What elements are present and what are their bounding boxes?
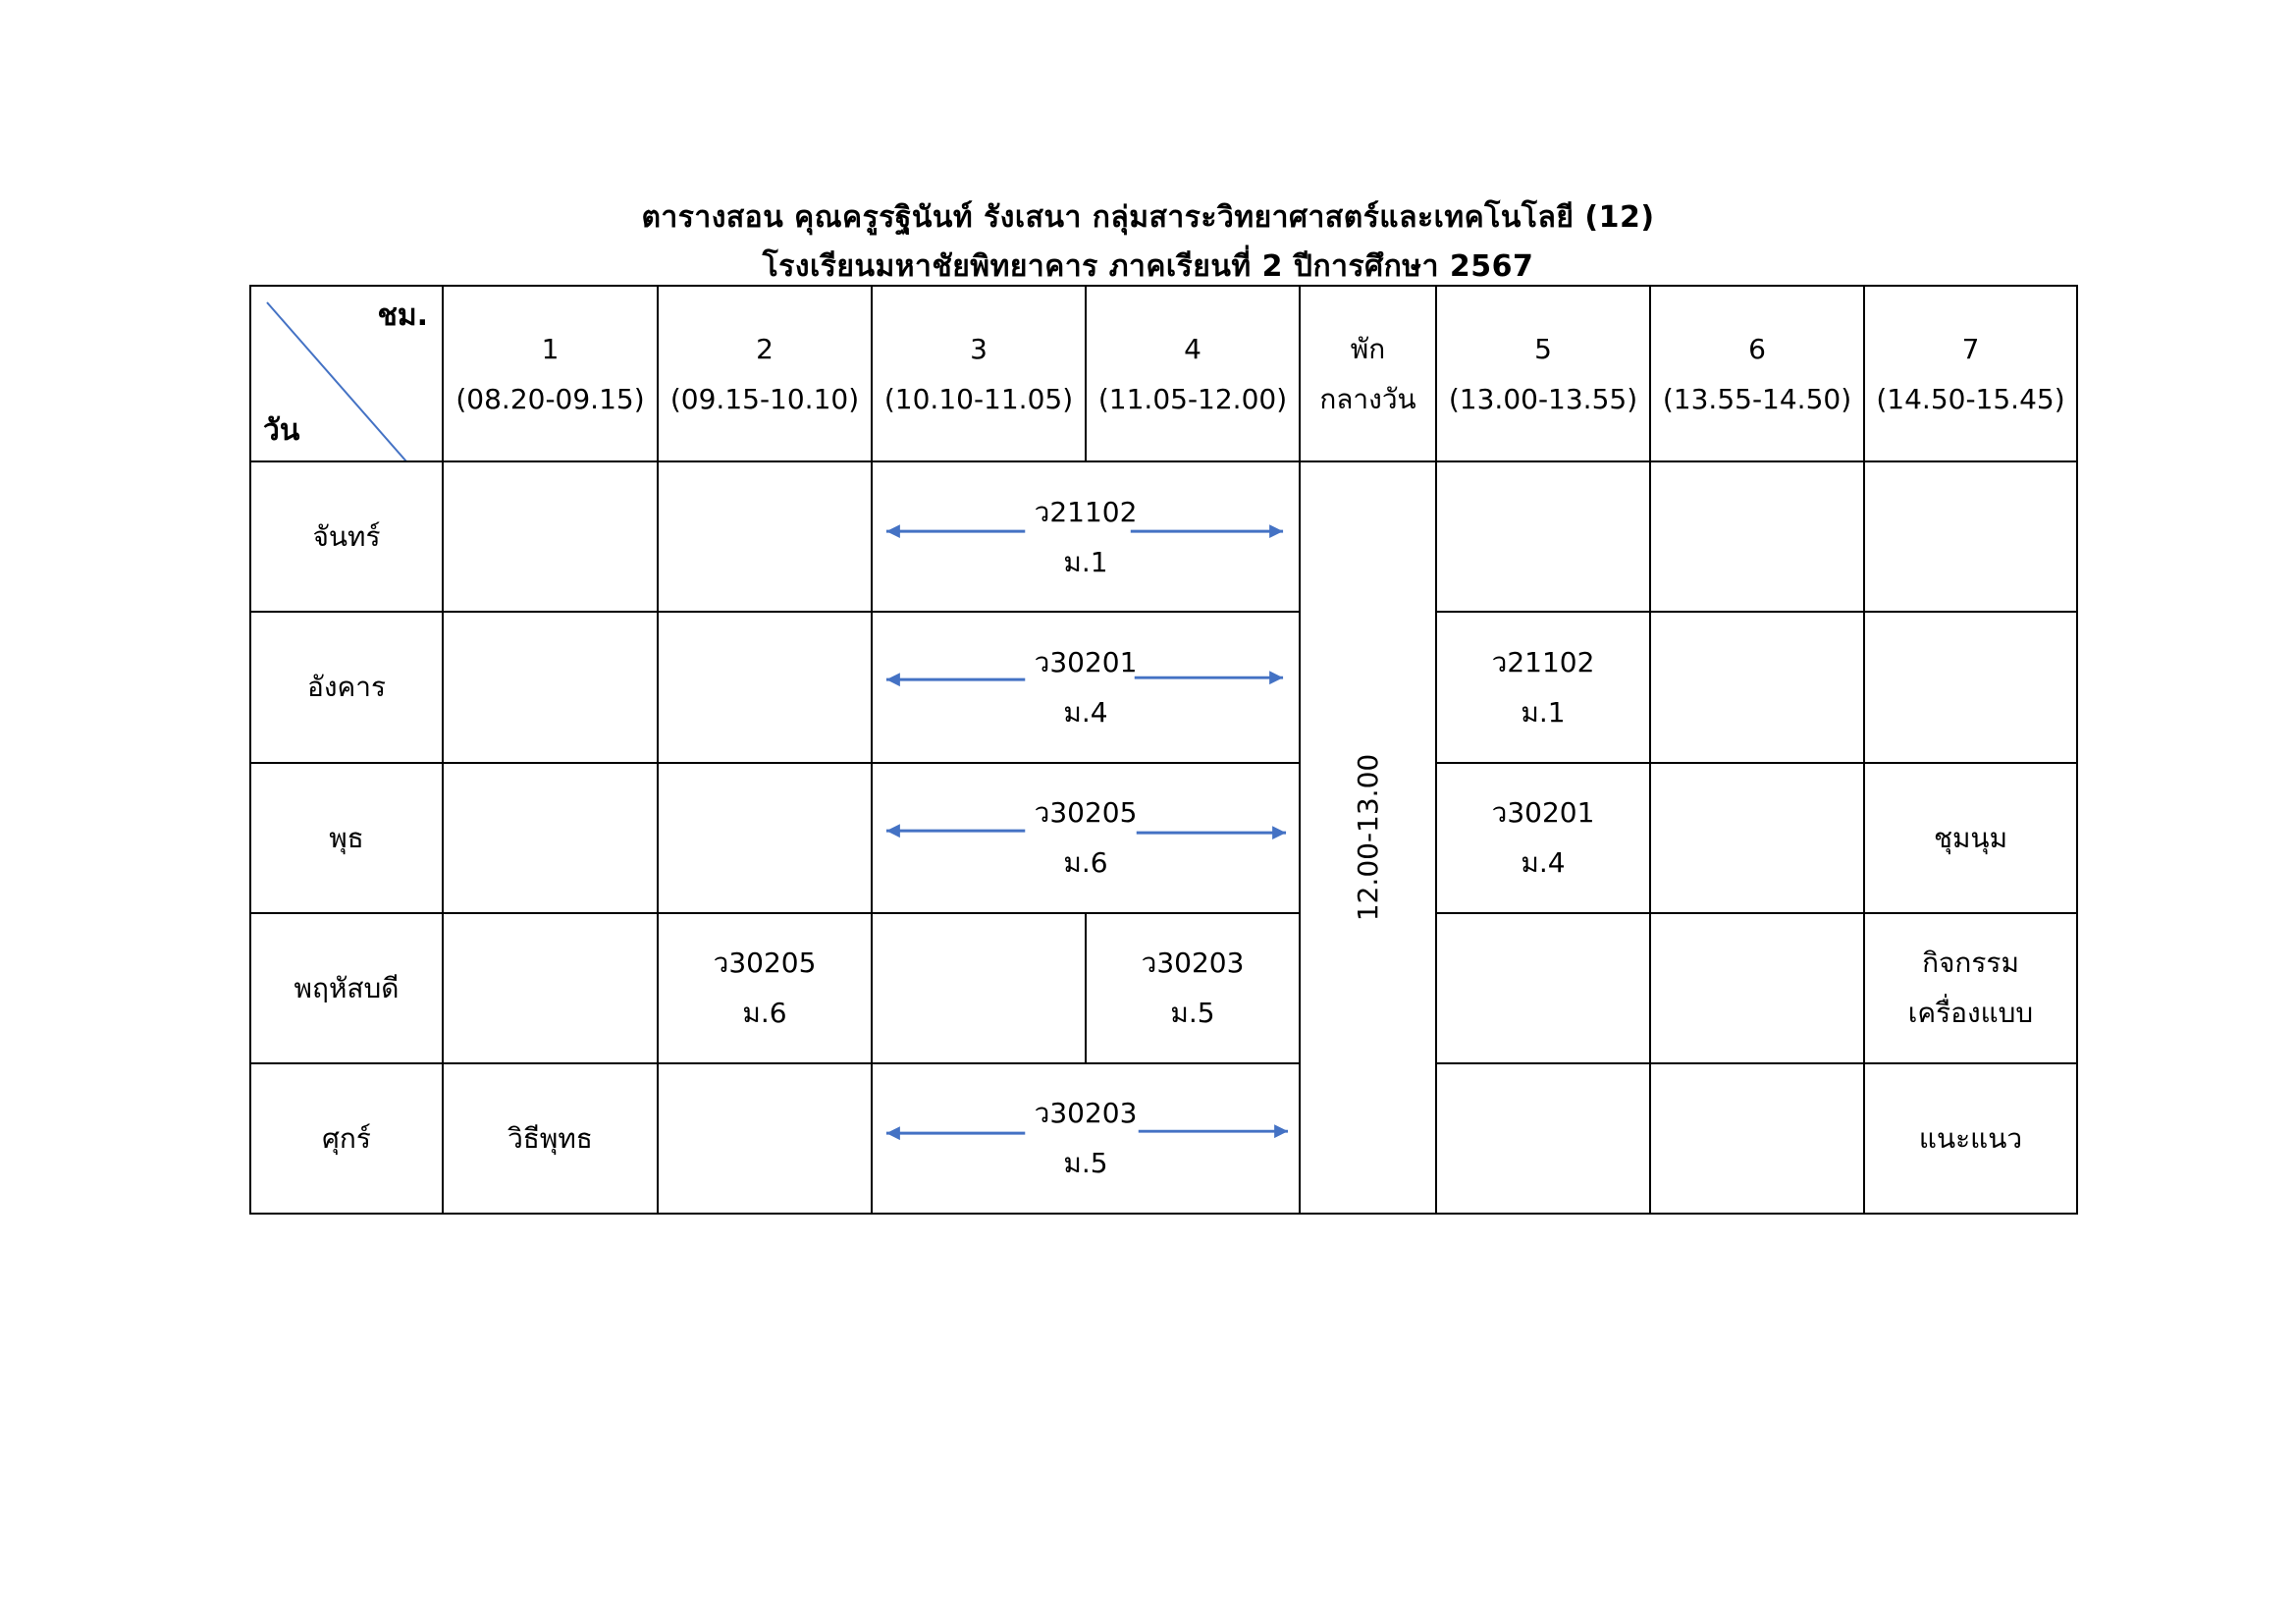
period-header-6 bbox=[1650, 286, 1864, 461]
period-time: (08.20-09.15) bbox=[455, 382, 645, 415]
course-code: ว30201 bbox=[1491, 796, 1595, 830]
corner-day-label: วัน bbox=[263, 413, 300, 449]
period-time: (10.10-11.05) bbox=[883, 382, 1074, 415]
timetable bbox=[249, 285, 2078, 1215]
schedule-subtitle: โรงเรียนมหาชัยพิทยาคาร ภาคเรียนที่ 2 ปีการศึกษา 2567 bbox=[762, 249, 1534, 284]
course-code: ว30201 bbox=[1034, 645, 1138, 678]
course-code: ว30205 bbox=[713, 947, 817, 980]
day-row-thursday bbox=[250, 913, 2077, 1063]
period-header-1 bbox=[443, 286, 658, 461]
slot-p5 bbox=[1436, 612, 1650, 762]
class-grade: ม.1 bbox=[1521, 695, 1566, 729]
slot-empty bbox=[443, 763, 658, 913]
class-grade: ม.6 bbox=[1063, 846, 1108, 880]
period-number: 2 bbox=[756, 332, 774, 365]
slot-p7: ชุมนุม bbox=[1864, 763, 2077, 913]
slot-empty bbox=[658, 763, 872, 913]
slot-empty bbox=[658, 1063, 872, 1214]
slot-empty bbox=[443, 461, 658, 612]
class-grade: ม.5 bbox=[1063, 1147, 1108, 1180]
slot-empty bbox=[1864, 461, 2077, 612]
slot-span-p3-p4 bbox=[872, 1063, 1300, 1214]
period-header-3 bbox=[872, 286, 1086, 461]
class-grade: ม.4 bbox=[1521, 846, 1566, 880]
day-label: อังคาร bbox=[250, 612, 443, 762]
lunch-label-1: พัก bbox=[1350, 332, 1386, 365]
slot-span-p3-p4 bbox=[872, 612, 1300, 762]
period-number: 6 bbox=[1748, 332, 1766, 365]
period-header-4 bbox=[1086, 286, 1300, 461]
period-number: 5 bbox=[1534, 332, 1552, 365]
slot-empty bbox=[872, 913, 1086, 1063]
day-label: พุธ bbox=[250, 763, 443, 913]
class-grade: ม.1 bbox=[1063, 545, 1108, 578]
course-code: ว30203 bbox=[1141, 947, 1245, 980]
slot-empty bbox=[1650, 612, 1864, 762]
class-grade: ม.6 bbox=[742, 997, 787, 1030]
slot-p7 bbox=[1864, 913, 2077, 1063]
slot-p7: แนะแนว bbox=[1864, 1063, 2077, 1214]
class-grade: ม.5 bbox=[1170, 997, 1215, 1030]
day-label: พฤหัสบดี bbox=[250, 913, 443, 1063]
lunch-break-cell bbox=[1300, 461, 1436, 1214]
slot-empty bbox=[1650, 913, 1864, 1063]
period-header-7 bbox=[1864, 286, 2077, 461]
course-code: ว21102 bbox=[1034, 495, 1138, 528]
slot-span-p3-p4 bbox=[872, 461, 1300, 612]
slot-empty bbox=[658, 461, 872, 612]
period-time: (11.05-12.00) bbox=[1097, 382, 1288, 415]
corner-cell bbox=[250, 286, 443, 461]
corner-period-label: ชม. bbox=[377, 298, 428, 333]
slot-empty bbox=[658, 612, 872, 762]
period-number: 4 bbox=[1184, 332, 1201, 365]
activity-line-1: กิจกรรม bbox=[1922, 947, 2019, 980]
slot-empty bbox=[1864, 612, 2077, 762]
lunch-time: 12.00-13.00 bbox=[1351, 753, 1384, 922]
day-label: จันทร์ bbox=[250, 461, 443, 612]
slot-empty bbox=[1436, 461, 1650, 612]
period-time: (14.50-15.45) bbox=[1876, 382, 2065, 415]
slot-empty bbox=[1650, 763, 1864, 913]
slot-p2 bbox=[658, 913, 872, 1063]
period-time: (13.00-13.55) bbox=[1448, 382, 1638, 415]
schedule-title: ตารางสอน คุณครูรฐินันท์ รังเสนา กลุ่มสาระวิทยาศาสตร์และเทคโนโลยี (12) bbox=[641, 200, 1655, 235]
period-number: 1 bbox=[541, 332, 560, 365]
period-header-5 bbox=[1436, 286, 1650, 461]
slot-empty bbox=[1436, 913, 1650, 1063]
slot-span-p3-p4 bbox=[872, 763, 1300, 913]
slot-empty bbox=[1650, 1063, 1864, 1214]
period-header-2 bbox=[658, 286, 872, 461]
day-row-friday bbox=[250, 1063, 2077, 1214]
period-number: 3 bbox=[970, 332, 988, 365]
period-time: (13.55-14.50) bbox=[1662, 382, 1852, 415]
class-grade: ม.4 bbox=[1063, 695, 1108, 729]
lunch-label-2: กลางวัน bbox=[1319, 382, 1416, 415]
course-code: ว30205 bbox=[1034, 796, 1138, 830]
course-code: ว30203 bbox=[1034, 1097, 1138, 1130]
period-number: 7 bbox=[1961, 332, 1980, 365]
slot-empty bbox=[1436, 1063, 1650, 1214]
slot-empty bbox=[1650, 461, 1864, 612]
course-code: ว21102 bbox=[1491, 645, 1595, 678]
day-row-tuesday bbox=[250, 612, 2077, 762]
day-row-monday bbox=[250, 461, 2077, 612]
header-row bbox=[250, 286, 2077, 461]
lunch-header bbox=[1300, 286, 1436, 461]
slot-empty bbox=[443, 612, 658, 762]
period-time: (09.15-10.10) bbox=[669, 382, 860, 415]
activity-line-2: เครื่องแบบ bbox=[1907, 997, 2034, 1030]
day-row-wednesday bbox=[250, 763, 2077, 913]
slot-empty bbox=[443, 913, 658, 1063]
slot-p1: วิธีพุทธ bbox=[443, 1063, 658, 1214]
slot-p5 bbox=[1436, 763, 1650, 913]
slot-p4 bbox=[1086, 913, 1300, 1063]
day-label: ศุกร์ bbox=[250, 1063, 443, 1214]
